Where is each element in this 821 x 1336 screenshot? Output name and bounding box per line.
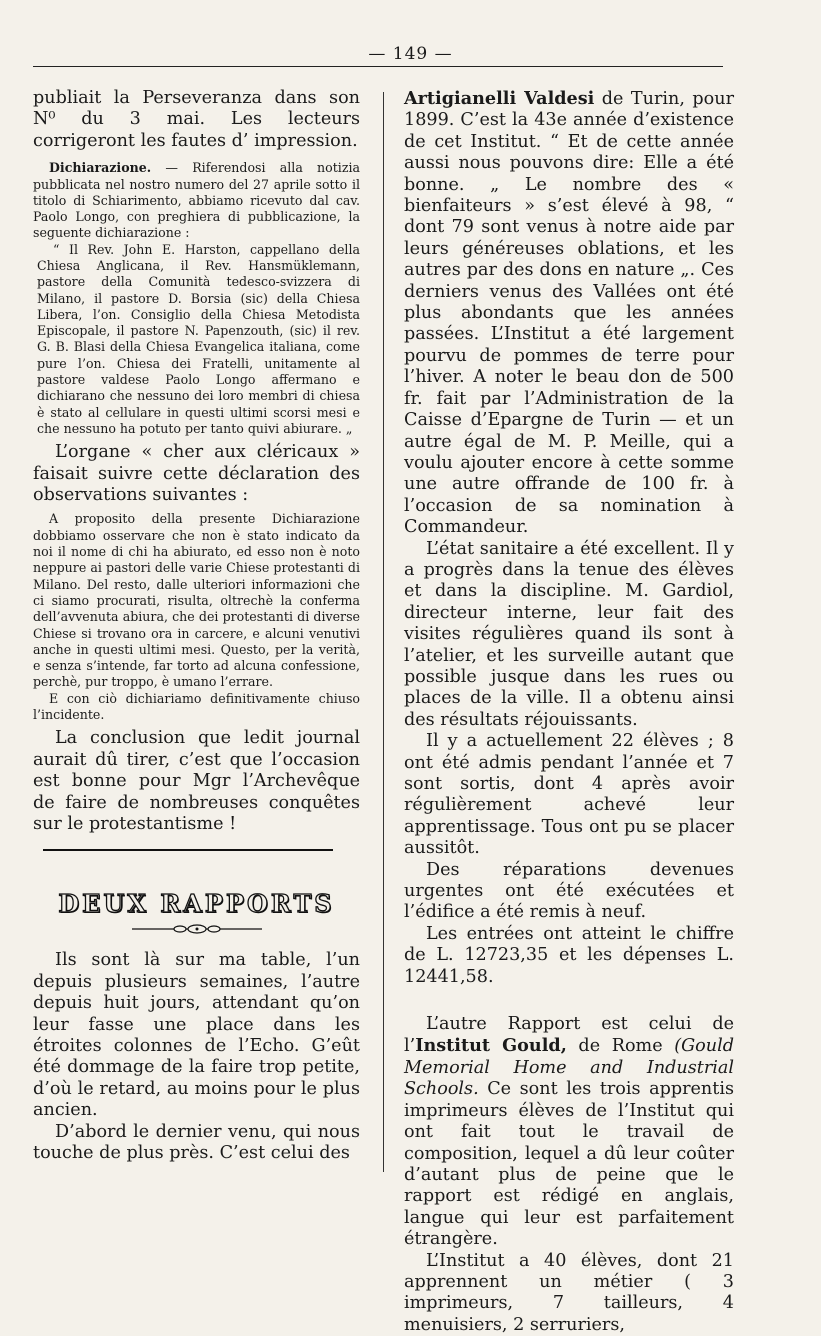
left-paragraph-dernier: D’abord le dernier venu, qui nous touche de plus près. C’est celui des [33,1121,360,1164]
section-title-block [33,889,360,936]
right-paragraph-metiers: L’Institut a 40 élèves, dont 21 apprennent un métier ( 3 imprimeurs, 7 tailleurs, 4 menuisiers, 2 serruriers, [404,1250,734,1335]
header-rule [33,66,723,67]
gould-english-name: (Gould Memorial Home and Industrial Schools. [404,1036,734,1100]
dichiarazione-paragraph [33,160,360,241]
closing-statement: E con ciò dichiariamo definitivamente chiuso l’incidente. [33,690,360,723]
gould-city: de Rome [566,1036,675,1057]
left-column [33,88,360,1218]
dichiarazione-quote: “ Il Rev. John E. Harston, cappellano della Chiesa Anglicana, il Rev. Hansmüklemann, pastore della Comunità tedesco-svizzera di Milano, il pastore D. Borsia (sic) della Chiesa Libera, l’on. Consiglio della Chiesa Metodista Episcopale, il pastore N. Papenzouth, (sic) il rev. G. B. Blasi della Chiesa Evangelica italiana, come pure l’on. Chiesa dei Fratelli, unitamente al pastore valdese Paolo Longo affermano e dichiarano che nessuno dei loro membri di chiesa è stato al cellulare in questi ultimi scorsi mesi e che nessuno ha potuto per tanto quivi abiurare. „ [37,241,360,436]
right-paragraph-reparations: Des réparations devenues urgentes ont été exécutées et l’édifice a été remis à neuf. [404,859,734,923]
right-paragraph-eleves: Il y a actuellement 22 élèves ; 8 ont été admis pendant l’année et 7 sont sortis, dont 4 après avoir régulièrement achevé leur apprentissage. Tous ont pu se placer aussitôt. [404,731,734,859]
artigianelli-text: de Turin, pour 1899. C’est la 43e année d’existence de cet Institut. “ Et de cette année aussi nous pouvons dire: Elle a été bonne. „ Le nombre des « bienfaiteurs » s’est élevé à 98, “ dont 79 sont venus à notre aide par leurs généreuses oblations, et les autres par des dons en nature „. Ces derniers venus des Vallées ont été plus abondants que les années passées. L’Institut a été largement pourvu de pommes de terre pour l’hiver. A noter le beau don de 500 fr. fait par l’Administration de la Caisse d’Epargne de Turin — et un autre égal de M. P. Meille, qui a voulu ajouter encore à cette somme une autre offrande de 100 fr. à l’occasion de sa nomination à Commandeur. [404,89,734,538]
right-column [404,88,734,1335]
gould-intro: L’autre Rapport est celui de l’ [404,1014,734,1057]
dichiarazione-label: Dichiarazione. [49,160,152,176]
left-paragraph-organe: L’organe « cher aux cléricaux » faisait suivre cette déclaration des observations suivantes : [33,442,360,506]
section-separator-rule [43,849,333,851]
left-paragraph-conclusion: La conclusion que ledit journal aurait dû tirer, c’est que l’occasion est bonne pour Mgr l’Archevêque de faire de nombreuses conquêtes sur le protestantisme ! [33,728,360,834]
right-paragraph-gould [404,1014,734,1250]
section-title: DEUX RAPPORTS [58,889,335,919]
observations-paragraph: A proposito della presente Dichiarazione dobbiamo osservare che non è stato indicato da noi il nome di chi ha abiurato, ed esso non è noto neppure ai pastori delle varie Chiese protestanti di Milano. Del resto, dalle ulteriori informazioni che ci siamo procurati, risulta, oltrechè la conferma dell’avvenuta abiura, che dei protestanti di diverse Chiese si trovano ora in carcere, e alcuni venutivi anche in questi ultimi mesi. Questo, per la verità, e senza s’intende, far torto ad alcuna confessione, perchè, pur troppo, è umano l’errare. [33,511,360,690]
dichiarazione-text: — Riferendosi alla notizia pubblicata nel nostro numero del 27 aprile sotto il titolo di Schiarimento, abbiamo ricevuto dal cav. Paolo Longo, con preghiera di pubblicazione, la seguente dichiarazione : [33,160,360,241]
right-paragraph-artigianelli [404,88,734,539]
column-divider [383,92,384,1172]
artigianelli-name: Artigianelli Valdesi [404,88,595,109]
left-paragraph-rapports: Ils sont là sur ma table, l’un depuis plusieurs semaines, l’autre depuis huit jours, attendant qu’on leur fasse une place dans les étroites colonnes de l’Echo. G’eût été dommage de la faire trop petite, d’où le retard, au moins pour le plus ancien. [33,950,360,1121]
right-paragraph-sanitaire: L’état sanitaire a été excellent. Il y a progrès dans la tenue des élèves et dans la discipline. M. Gardiol, directeur interne, leur fait des visites régulières quand ils sont à l’atelier, et les surveille autant que possible jusque dans les rues ou places de la ville. Il a obtenu ainsi des résultats réjouissants. [404,538,734,730]
gould-text: Ce sont les trois apprentis imprimeurs élèves de l’Institut qui ont fait tout le travail de composition, lequel a dû leur coûter d’autant plus de peine que le rapport est rédigé en anglais, langue qui leur est parfaitement étrangère. [404,1079,734,1250]
page-number: — 149 — [368,44,453,64]
left-paragraph-intro: publiait la Perseveranza dans son N⁰ du 3 mai. Les lecteurs corrigeront les fautes d’ impression. [33,88,360,151]
right-paragraph-entrees: Les entrées ont atteint le chiffre de L. 12723,35 et les dépenses L. 12441,58. [404,923,734,987]
gould-name: Institut Gould, [415,1035,567,1057]
ornament-flourish-icon [132,922,262,936]
